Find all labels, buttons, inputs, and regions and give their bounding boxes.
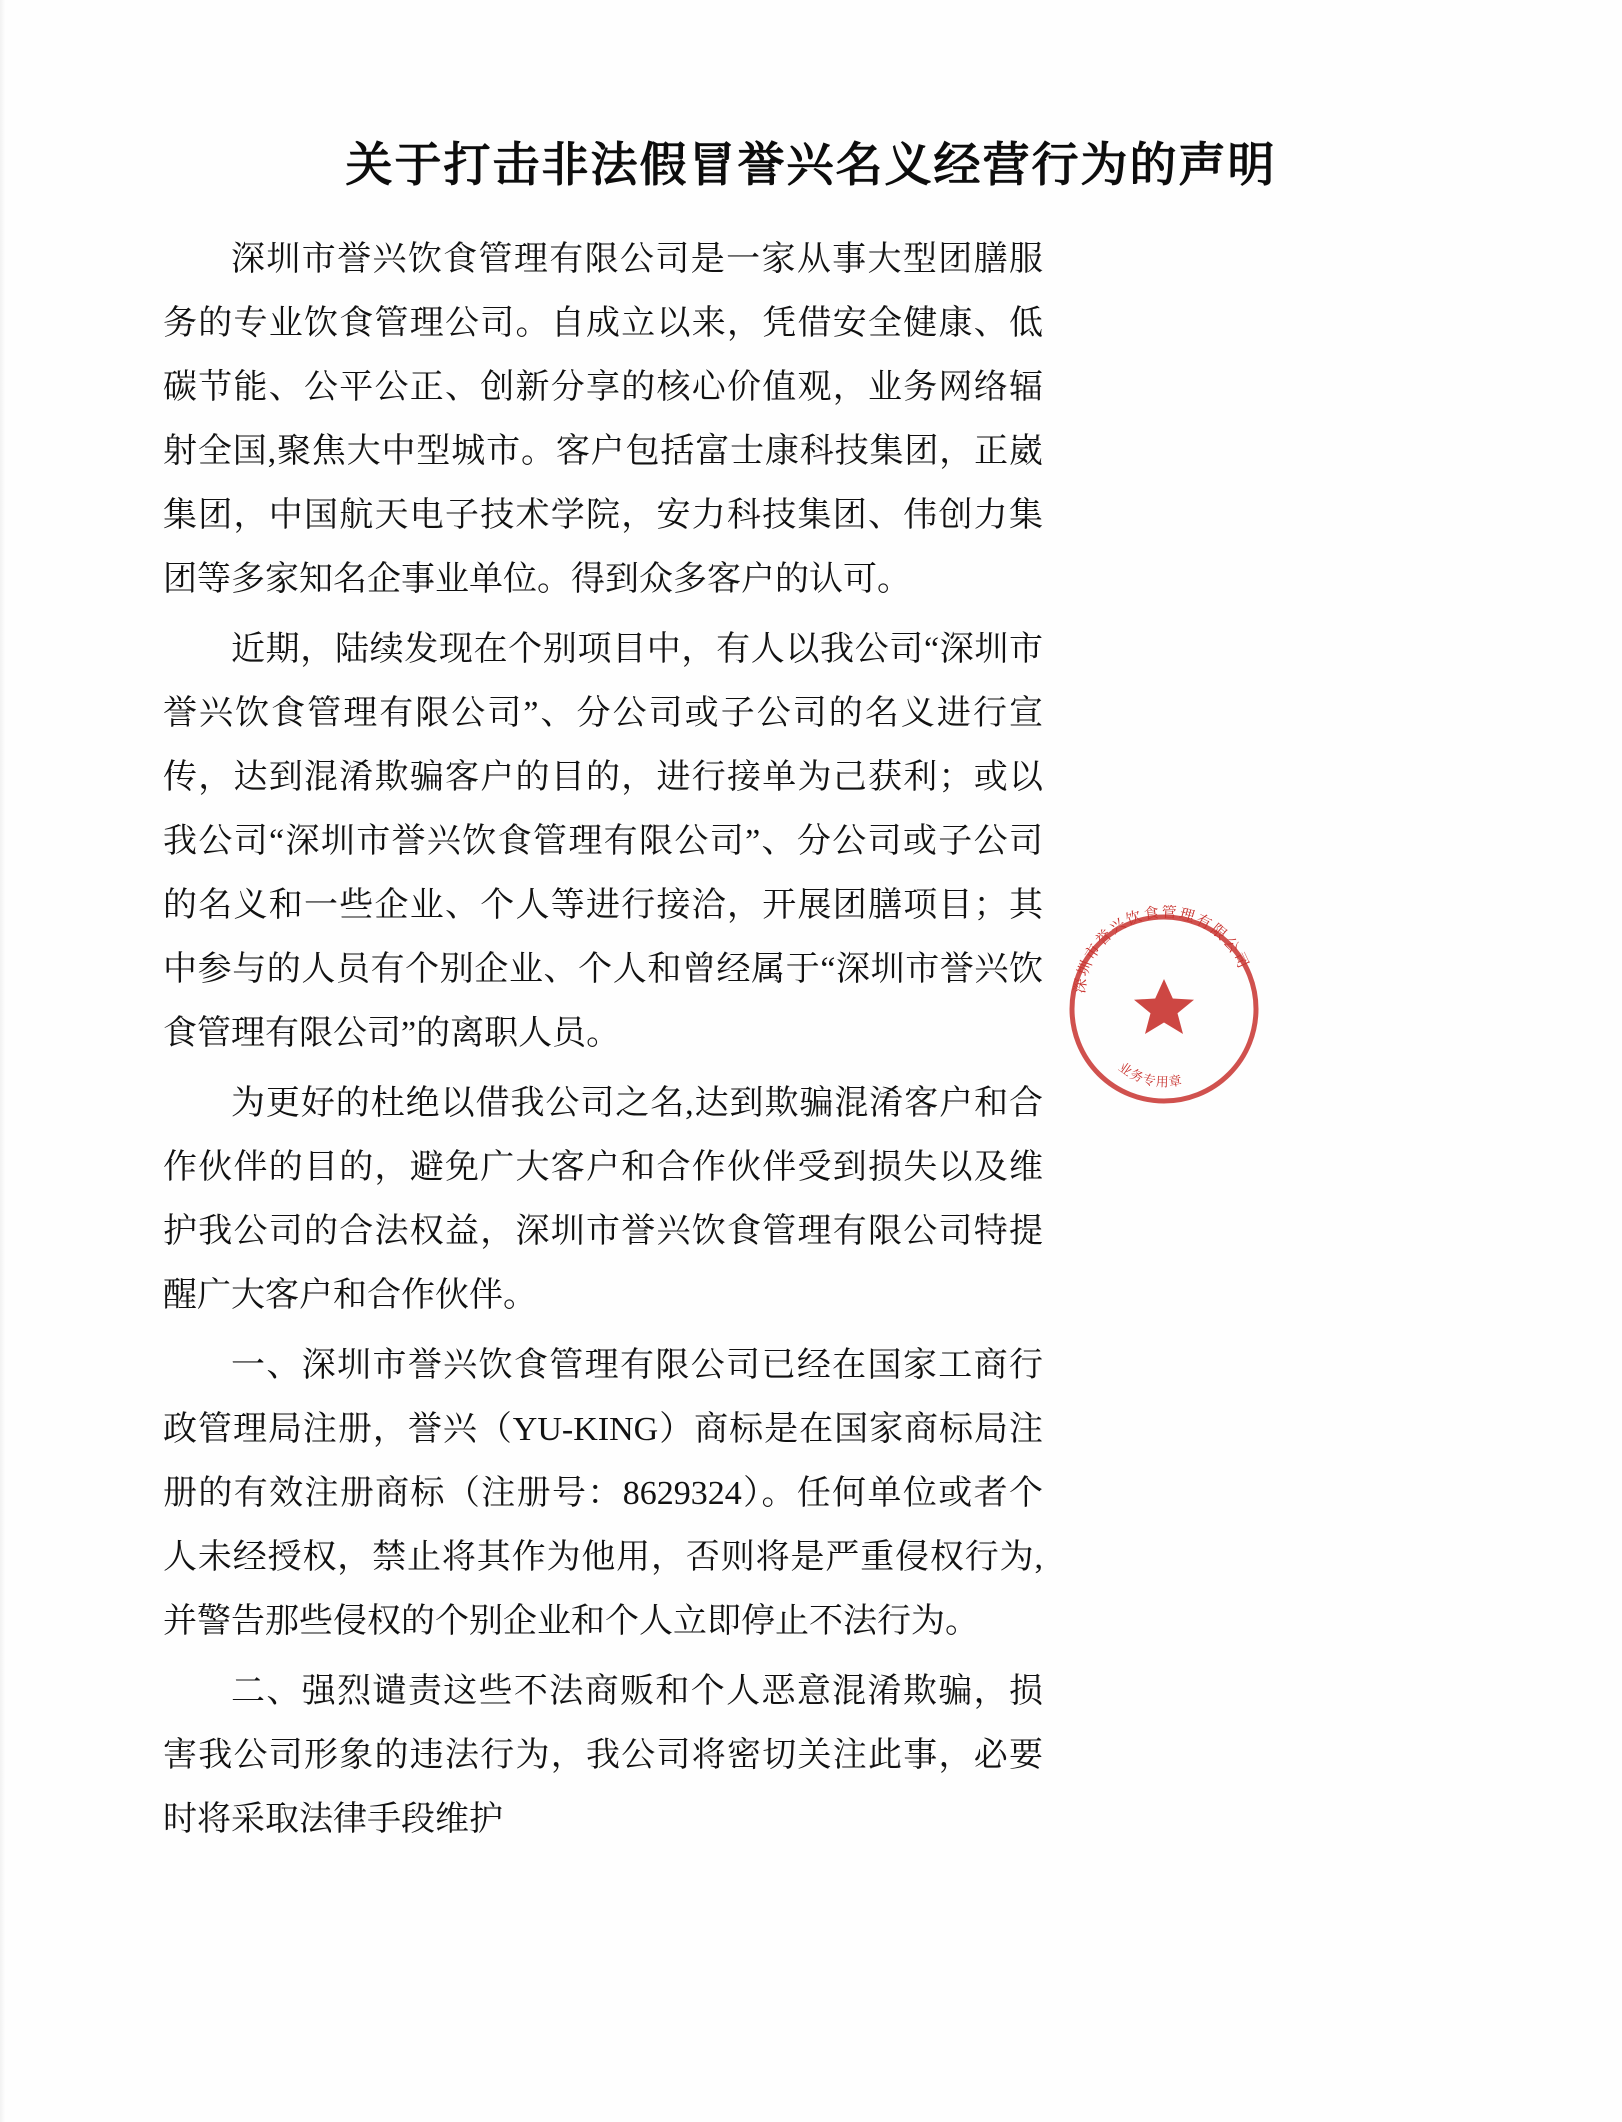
svg-text:深圳市誉兴饮食管理有限公司 — [1071, 905, 1252, 994]
page-title: 关于打击非法假冒誉兴名义经营行为的声明 — [345, 140, 1277, 192]
paragraph: 二、强烈谴责这些不法商贩和个人恶意混淆欺骗，损害我公司形象的违法行为，我公司将密切关注此事，必要时将采取法律手段维护 — [163, 1673, 1043, 1838]
seal-bottom-text: 业务专用章 — [1115, 1059, 1184, 1090]
paragraph: 为更好的杜绝以借我公司之名,达到欺骗混淆客户和合作伙伴的目的，避免广大客户和合作伙伴受到损失以及维护我公司的合法权益，深圳市誉兴饮食管理有限公司特提醒广大客户和合作伙伴。 — [163, 1085, 1043, 1314]
paragraph: 近期，陆续发现在个别项目中，有人以我公司“深圳市誉兴饮食管理有限公司”、分公司或子公司的名义进行宣传，达到混淆欺骗客户的目的，进行接单为己获利；或以我公司“深圳市誉兴饮食管理有限公司”、分公司或子公司的名义和一些企业、个人等进行接洽，开展团膳项目；其中参与的人员有个别企业、个人和曾经属于“深圳市誉兴饮食管理有限公司”的离职人员。 — [163, 631, 1043, 1052]
seal-star-icon — [1134, 979, 1194, 1034]
paragraph: 深圳市誉兴饮食管理有限公司是一家从事大型团膳服务的专业饮食管理公司。自成立以来，凭借安全健康、低碳节能、公平公正、创新分享的核心价值观，业务网络辐射全国,聚焦大中型城市。客户包括富士康科技集团，正崴集团，中国航天电子技术学院，安力科技集团、伟创力集团等多家知名企事业单位。得到众多客户的认可。 — [163, 241, 1043, 598]
page-edge — [0, 0, 6, 2122]
paragraph: 一、深圳市誉兴饮食管理有限公司已经在国家工商行政管理局注册，誉兴（YU-KING）商标是在国家商标局注册的有效注册商标（注册号：8629324）。任何单位或者个人未经授权，禁止将其作为他用，否则将是严重侵权行为,并警告那些侵权的个别企业和个人立即停止不法行为。 — [163, 1347, 1043, 1640]
svg-text:业务专用章 — [1116, 1059, 1184, 1089]
seal-outer-text: 深圳市誉兴饮食管理有限公司 — [1072, 905, 1252, 995]
document-body — [163, 228, 1043, 1858]
company-seal-stamp — [1062, 905, 1267, 1110]
